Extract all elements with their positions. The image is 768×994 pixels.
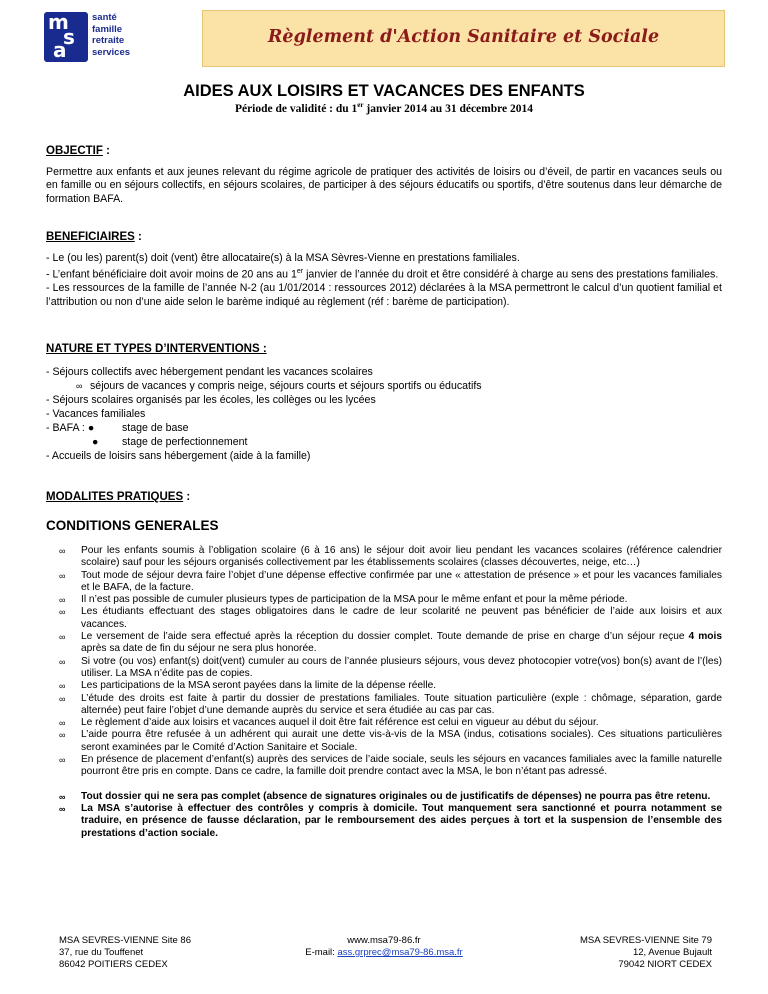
bullet-dot-icon: ● <box>92 436 99 448</box>
objectif-heading: OBJECTIF : <box>46 145 110 157</box>
nature-line: - Séjours collectifs avec hébergement pendant les vacances scolaires <box>46 366 373 378</box>
msa-logo-mark: m s a <box>44 12 88 62</box>
nature-line: - BAFA : ● stage de base <box>46 422 189 434</box>
footer-left: MSA SEVRES-VIENNE Site 86 37, rue du Touffenet 86042 POITIERS CEDEX <box>59 935 191 970</box>
footer-right: MSA SEVRES-VIENNE Site 79 12, Avenue Bujault 79042 NIORT CEDEX <box>580 935 712 970</box>
footer-center: www.msa79-86.fr E-mail: ass.grprec@msa79-86.msa.fr <box>284 935 484 959</box>
nature-line: - Séjours scolaires organisés par les écoles, les collèges ou les lycées <box>46 394 376 406</box>
infinity-bullet-icon: ∞ <box>59 730 66 741</box>
list-item: ∞ La MSA s’autorise à effectuer des contrôles y compris à domicile. Tout manquement sera sanctionné et pourra notamment se traduire, en présence de fausse déclaration, par le remboursement des aides perçues à tort et la suspension de l’ensemble des prestations d’action sociale. <box>59 802 722 839</box>
list-item: ∞ Il n’est pas possible de cumuler plusieurs types de participation de la MSA pour le même enfant et pour la même période. <box>59 594 628 606</box>
bullet-dot-icon: ● <box>87 422 95 434</box>
infinity-bullet-icon: ∞ <box>59 656 66 667</box>
list-item: ∞ Tout mode de séjour devra faire l’objet d’une dépense effective confirmée par une « attestation de présence » et pour les vacances familiales et le BAFA, de la facture. <box>59 569 722 593</box>
infinity-bullet-icon: ∞ <box>76 381 83 391</box>
infinity-bullet-icon: ∞ <box>59 607 66 618</box>
validity-period: Période de validité : du 1er janvier 2014 au 31 décembre 2014 <box>234 101 534 115</box>
list-item: ∞ Tout dossier qui ne sera pas complet (absence de signatures originales ou de justificatifs de dépenses) ne pourra pas être retenu. <box>59 790 711 802</box>
nature-subline: ● stage de perfectionnement <box>92 436 248 448</box>
list-item: ∞ Le versement de l’aide sera effectué après la réception du dossier complet. Toute demande de prise en charge d’un séjour reçue 4 mois après sa date de fin du séjour ne sera plus honorée. <box>59 631 722 655</box>
page-title: AIDES AUX LOISIRS ET VACANCES DES ENFANTS <box>183 82 585 100</box>
infinity-bullet-icon: ∞ <box>59 755 66 766</box>
objectif-text: Permettre aux enfants et aux jeunes relevant du régime agricole de pratiquer des activités de loisirs ou d’éveil, de partir en vacances seuls ou en famille ou en séjours collectifs, en séjours scolaires, de participer à des séjours éducatifs ou sportifs, d’être soutenus dans leur démarche de formation BAFA. <box>46 166 722 205</box>
email-link[interactable]: ass.grprec@msa79-86.msa.fr <box>337 947 463 958</box>
list-item: ∞ Pour les enfants soumis à l’obligation scolaire (6 à 16 ans) le séjour doit avoir lieu pendant les vacances scolaires (référence calendrier scolaire) sauf pour les séjours organisés collectivement par les établissements scolaires (classes découvertes, neige, etc…) <box>59 545 722 569</box>
modalites-heading: MODALITES PRATIQUES : <box>46 491 191 503</box>
infinity-bullet-icon: ∞ <box>59 632 66 643</box>
logo-tagline: santé famille retraite services <box>92 12 131 58</box>
header-title: Règlement d'Action Sanitaire et Sociale <box>267 27 660 47</box>
infinity-bullet-icon: ∞ <box>59 718 66 729</box>
conditions-list <box>46 545 722 840</box>
nature-line: - Accueils de loisirs sans hébergement (aide à la famille) <box>46 450 311 462</box>
msa-logo <box>44 12 156 64</box>
list-item: ∞ En présence de placement d’enfant(s) auprès des services de l’aide sociale, seuls les séjours en vacances familiales avec la famille naturelle pourront être pris en compte. Dans ce cadre, la famille doit prendre contact avec la MSA, le bon n’étant pas adressé. <box>59 754 722 778</box>
list-item: ∞ Les participations de la MSA seront payées dans la limite de la dépense réelle. <box>59 680 437 692</box>
infinity-bullet-icon: ∞ <box>59 681 66 692</box>
infinity-bullet-icon: ∞ <box>59 803 66 814</box>
nature-line: - Vacances familiales <box>46 408 146 420</box>
list-item: ∞ Si votre (ou vos) enfant(s) doit(vent) cumuler au cours de l’année plusieurs séjours, vous devez photocopier votre(vos) bon(s) avant de l’(les) utiliser. La MSA n’édite pas de copies. <box>59 655 722 679</box>
page-header <box>44 10 725 68</box>
list-item: ∞ L’étude des droits est faite à partir du dossier de prestations familiales. Toute situation particulière (exple : chômage, séparation, garde alternée) peut faire l’objet d’une demande auprès du service et sera étudiée au cas par cas. <box>59 692 722 716</box>
infinity-bullet-icon: ∞ <box>59 570 66 581</box>
infinity-bullet-icon: ∞ <box>59 595 66 606</box>
list-item: ∞ Les étudiants effectuant des stages obligatoires dans le cadre de leur scolarité ne peuvent pas bénéficier de l’aide aux loisirs et aux vacances. <box>59 606 722 630</box>
website-text: www.msa79-86.fr <box>347 935 421 946</box>
nature-heading: NATURE ET TYPES D’INTERVENTIONS : <box>46 343 267 355</box>
beneficiaires-text: - Le (ou les) parent(s) doit (vent) être allocataire(s) à la MSA Sèvres-Vienne en prestations familiales. - L’enfant bénéficiaire doit avoir moins de 20 ans au 1er janvier de l’année du droit et être considéré à charge au sens des prestations familiales. - Les ressources de la famille de l’année N-2 (au 1/01/2014 : ressources 2012) déclarées à la MSA permettront le calcul d’un quotient familial et l’attribution ou non d’une aide selon le barème indiqué au règlement (réf : barème de participation). <box>46 252 722 308</box>
nature-subline: ∞ séjours de vacances y compris neige, séjours courts et séjours sportifs ou éducatifs <box>76 380 482 392</box>
list-item: ∞ L’aide pourra être refusée à un adhérent qui aurait une dette vis-à-vis de la MSA (indus, cotisations sociales). Ces situations particulières seront examinées par le Comité d’Action Sanitaire et Sociale. <box>59 729 722 753</box>
infinity-bullet-icon: ∞ <box>59 693 66 704</box>
conditions-heading: CONDITIONS GENERALES <box>46 518 219 533</box>
list-item: ∞ Le règlement d’aide aux loisirs et vacances auquel il doit être fait référence est celui en vigueur au début du séjour. <box>59 717 599 729</box>
infinity-bullet-icon: ∞ <box>59 546 66 556</box>
header-title-box <box>202 10 725 67</box>
infinity-bullet-icon: ∞ <box>59 791 66 802</box>
beneficiaires-heading: BENEFICIAIRES : <box>46 231 142 243</box>
